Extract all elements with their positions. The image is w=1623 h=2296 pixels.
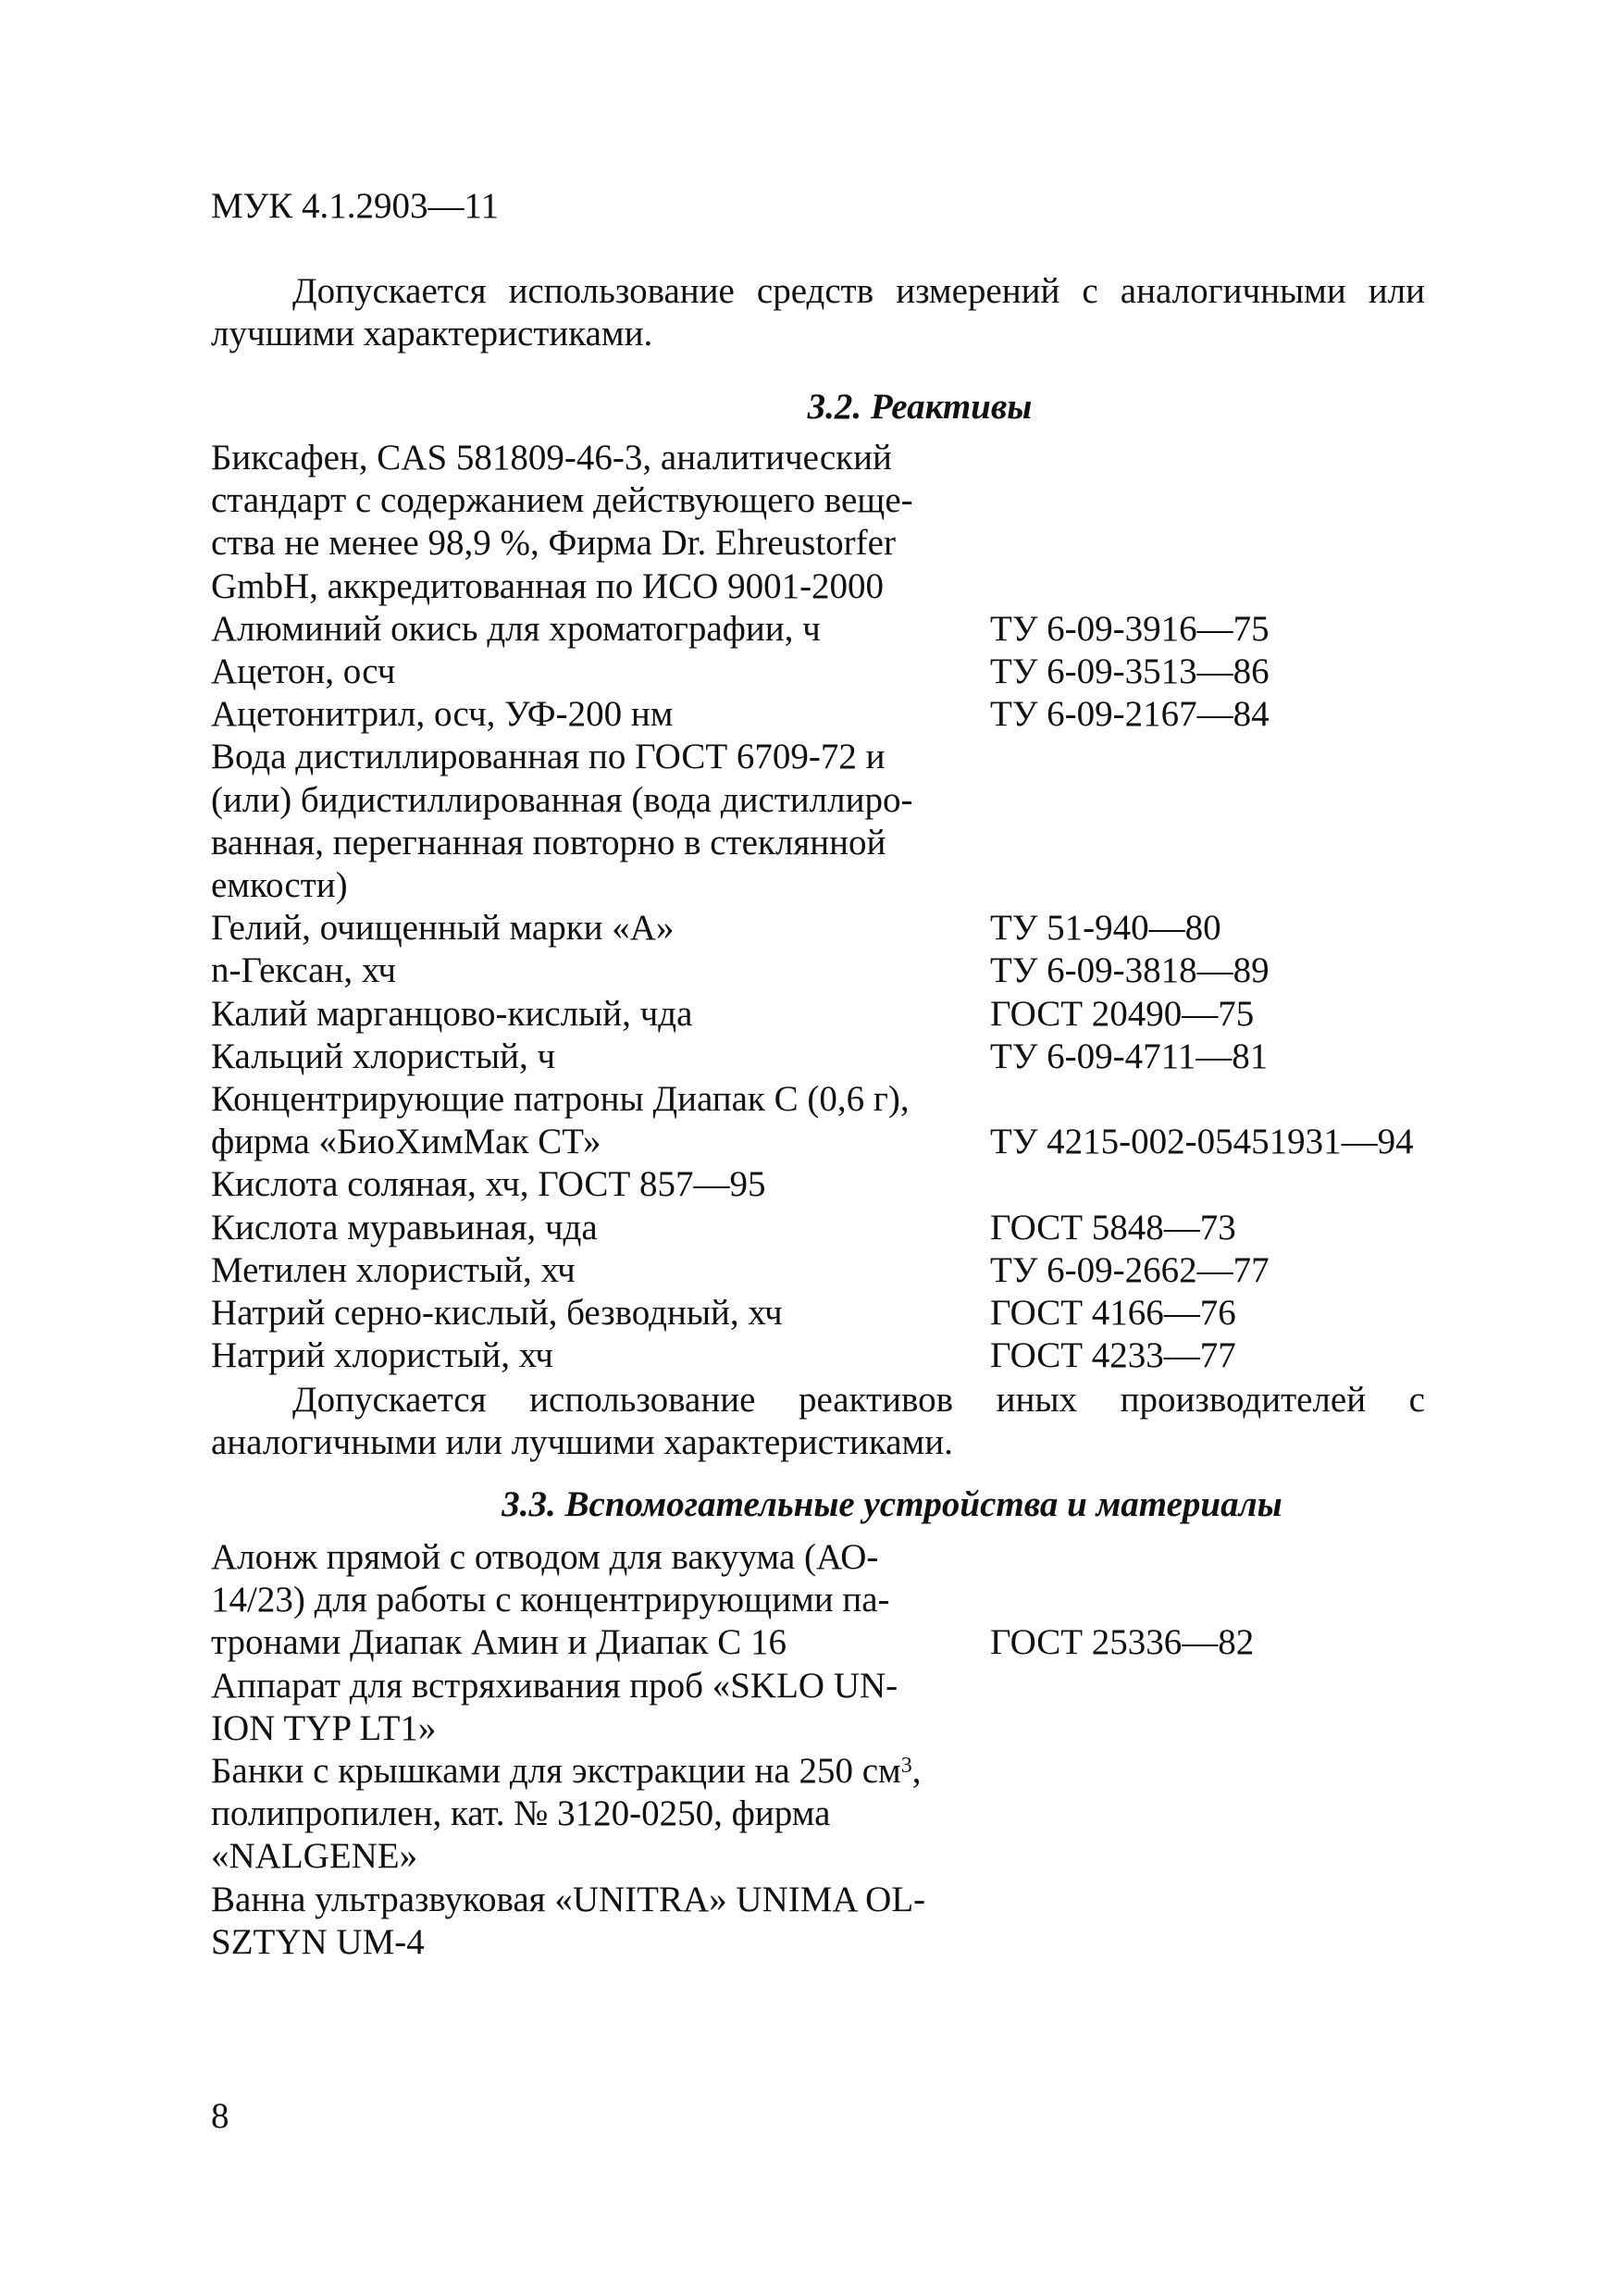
reagent-spec: ТУ 6-09-3818—89: [990, 950, 1270, 991]
reagent-spec: ТУ 4215-002-05451931—94: [990, 1122, 1414, 1162]
list-item: [211, 1036, 1442, 1078]
list-item: [211, 1163, 1442, 1206]
reagent-name: Ацетон, осч: [211, 652, 396, 692]
reagent-spec: ТУ 6-09-4711—81: [990, 1036, 1269, 1076]
list-item: [211, 1750, 1442, 1879]
list-item: [211, 651, 1442, 693]
device-spec: ГОСТ 25336—82: [990, 1622, 1255, 1663]
reagent-name: Кислота муравьиная, чда: [211, 1207, 598, 1247]
list-item: [211, 693, 1442, 736]
reagent-name: Калий марганцово-кислый, чда: [211, 993, 693, 1034]
reagent-spec: ГОСТ 4166—76: [990, 1293, 1236, 1334]
reagent-name: Ацетонитрил, осч, УФ-200 нм: [211, 694, 674, 735]
reagent-name: Вода дистиллированная по ГОСТ 6709-72 и (или) бидистиллированная (вода дистиллиро- ванная, перегнанная повторно в стеклянной емкости): [211, 737, 913, 906]
device-name: Алонж прямой с отводом для вакуума (АО- 14/23) для работы с концентрирующими па- тронами Диапак Амин и Диапак С 16: [211, 1537, 890, 1663]
reagent-spec: ГОСТ 4233—77: [990, 1335, 1236, 1376]
device-name: Аппарат для встряхивания проб «SKLO UN- ION TYP LT1»: [211, 1665, 898, 1748]
document-code: МУК 4.1.2903—11: [211, 186, 500, 226]
list-item: [211, 736, 1442, 907]
reagent-name: Кислота соляная, хч, ГОСТ 857—95: [211, 1164, 766, 1205]
device-name: [211, 1750, 956, 1879]
list-item: [211, 993, 1442, 1036]
reagent-spec: ГОСТ 5848—73: [990, 1207, 1236, 1247]
reagent-spec: ТУ 6-09-3513—86: [990, 652, 1270, 692]
reagent-spec: ТУ 6-09-2662—77: [990, 1249, 1270, 1290]
reagent-name: Натрий хлористый, хч: [211, 1335, 553, 1376]
list-item: [211, 1078, 1442, 1163]
reagent-name: Алюминий окись для хроматографии, ч: [211, 608, 821, 649]
reagents-list: [211, 437, 1442, 1377]
list-item: [211, 608, 1442, 651]
superscript-unit: 3: [900, 1754, 912, 1779]
intro-paragraph: Допускается использование средств измерений с аналогичными или лучшими характеристиками.: [211, 271, 1425, 354]
list-item: [211, 949, 1442, 992]
reagent-spec: ТУ 6-09-2167—84: [990, 694, 1270, 735]
list-item: [211, 1879, 1442, 1964]
device-name-start: Банки с крышками для экстракции на 250 см: [211, 1751, 901, 1792]
reagent-name: Концентрирующие патроны Диапак С (0,6 г), фирма «БиоХимМак СТ»: [211, 1079, 910, 1162]
reagent-name: n-Гексан, хч: [211, 950, 396, 991]
device-name-continuation: , полипропилен, кат. № 3120-0250, фирма «NALGENE»: [211, 1751, 922, 1877]
reagent-name: Кальций хлористый, ч: [211, 1036, 556, 1076]
list-item: [211, 1665, 1442, 1750]
section-heading-reagents: 3.2. Реактивы: [807, 387, 1033, 427]
section-heading-devices: 3.3. Вспомогательные устройства и материалы: [502, 1484, 1282, 1524]
reagent-spec: ТУ 51-940—80: [990, 908, 1221, 949]
list-item: [211, 1334, 1442, 1377]
list-item: [211, 907, 1442, 949]
reagent-spec: ТУ 6-09-3916—75: [990, 608, 1270, 649]
reagent-name: Метилен хлористый, хч: [211, 1249, 576, 1290]
devices-list: [211, 1536, 1442, 1964]
page-number: 8: [211, 2096, 229, 2136]
list-item: [211, 1292, 1442, 1334]
reagent-name: Гелий, очищенный марки «А»: [211, 908, 675, 949]
list-item: [211, 1249, 1442, 1292]
reagent-spec: ГОСТ 20490—75: [990, 993, 1255, 1034]
list-item: [211, 1207, 1442, 1249]
reagent-name: Биксафен, CAS 581809-46-3, аналитический стандарт с содержанием действующего веще- ства не менее 98,9 %, Фирма Dr. Ehreustorfer GmbH, аккредитованная по ИСО 9001-2000: [211, 438, 913, 606]
list-item: [211, 437, 1442, 608]
device-name: Ванна ультразвуковая «UNITRA» UNIMA OL- SZTYN UM-4: [211, 1879, 926, 1962]
reagent-name: Натрий серно-кислый, безводный, хч: [211, 1293, 783, 1334]
list-item: [211, 1536, 1442, 1665]
reagents-note: Допускается использование реактивов иных производителей с аналогичными или лучшими характеристиками.: [211, 1380, 1425, 1462]
